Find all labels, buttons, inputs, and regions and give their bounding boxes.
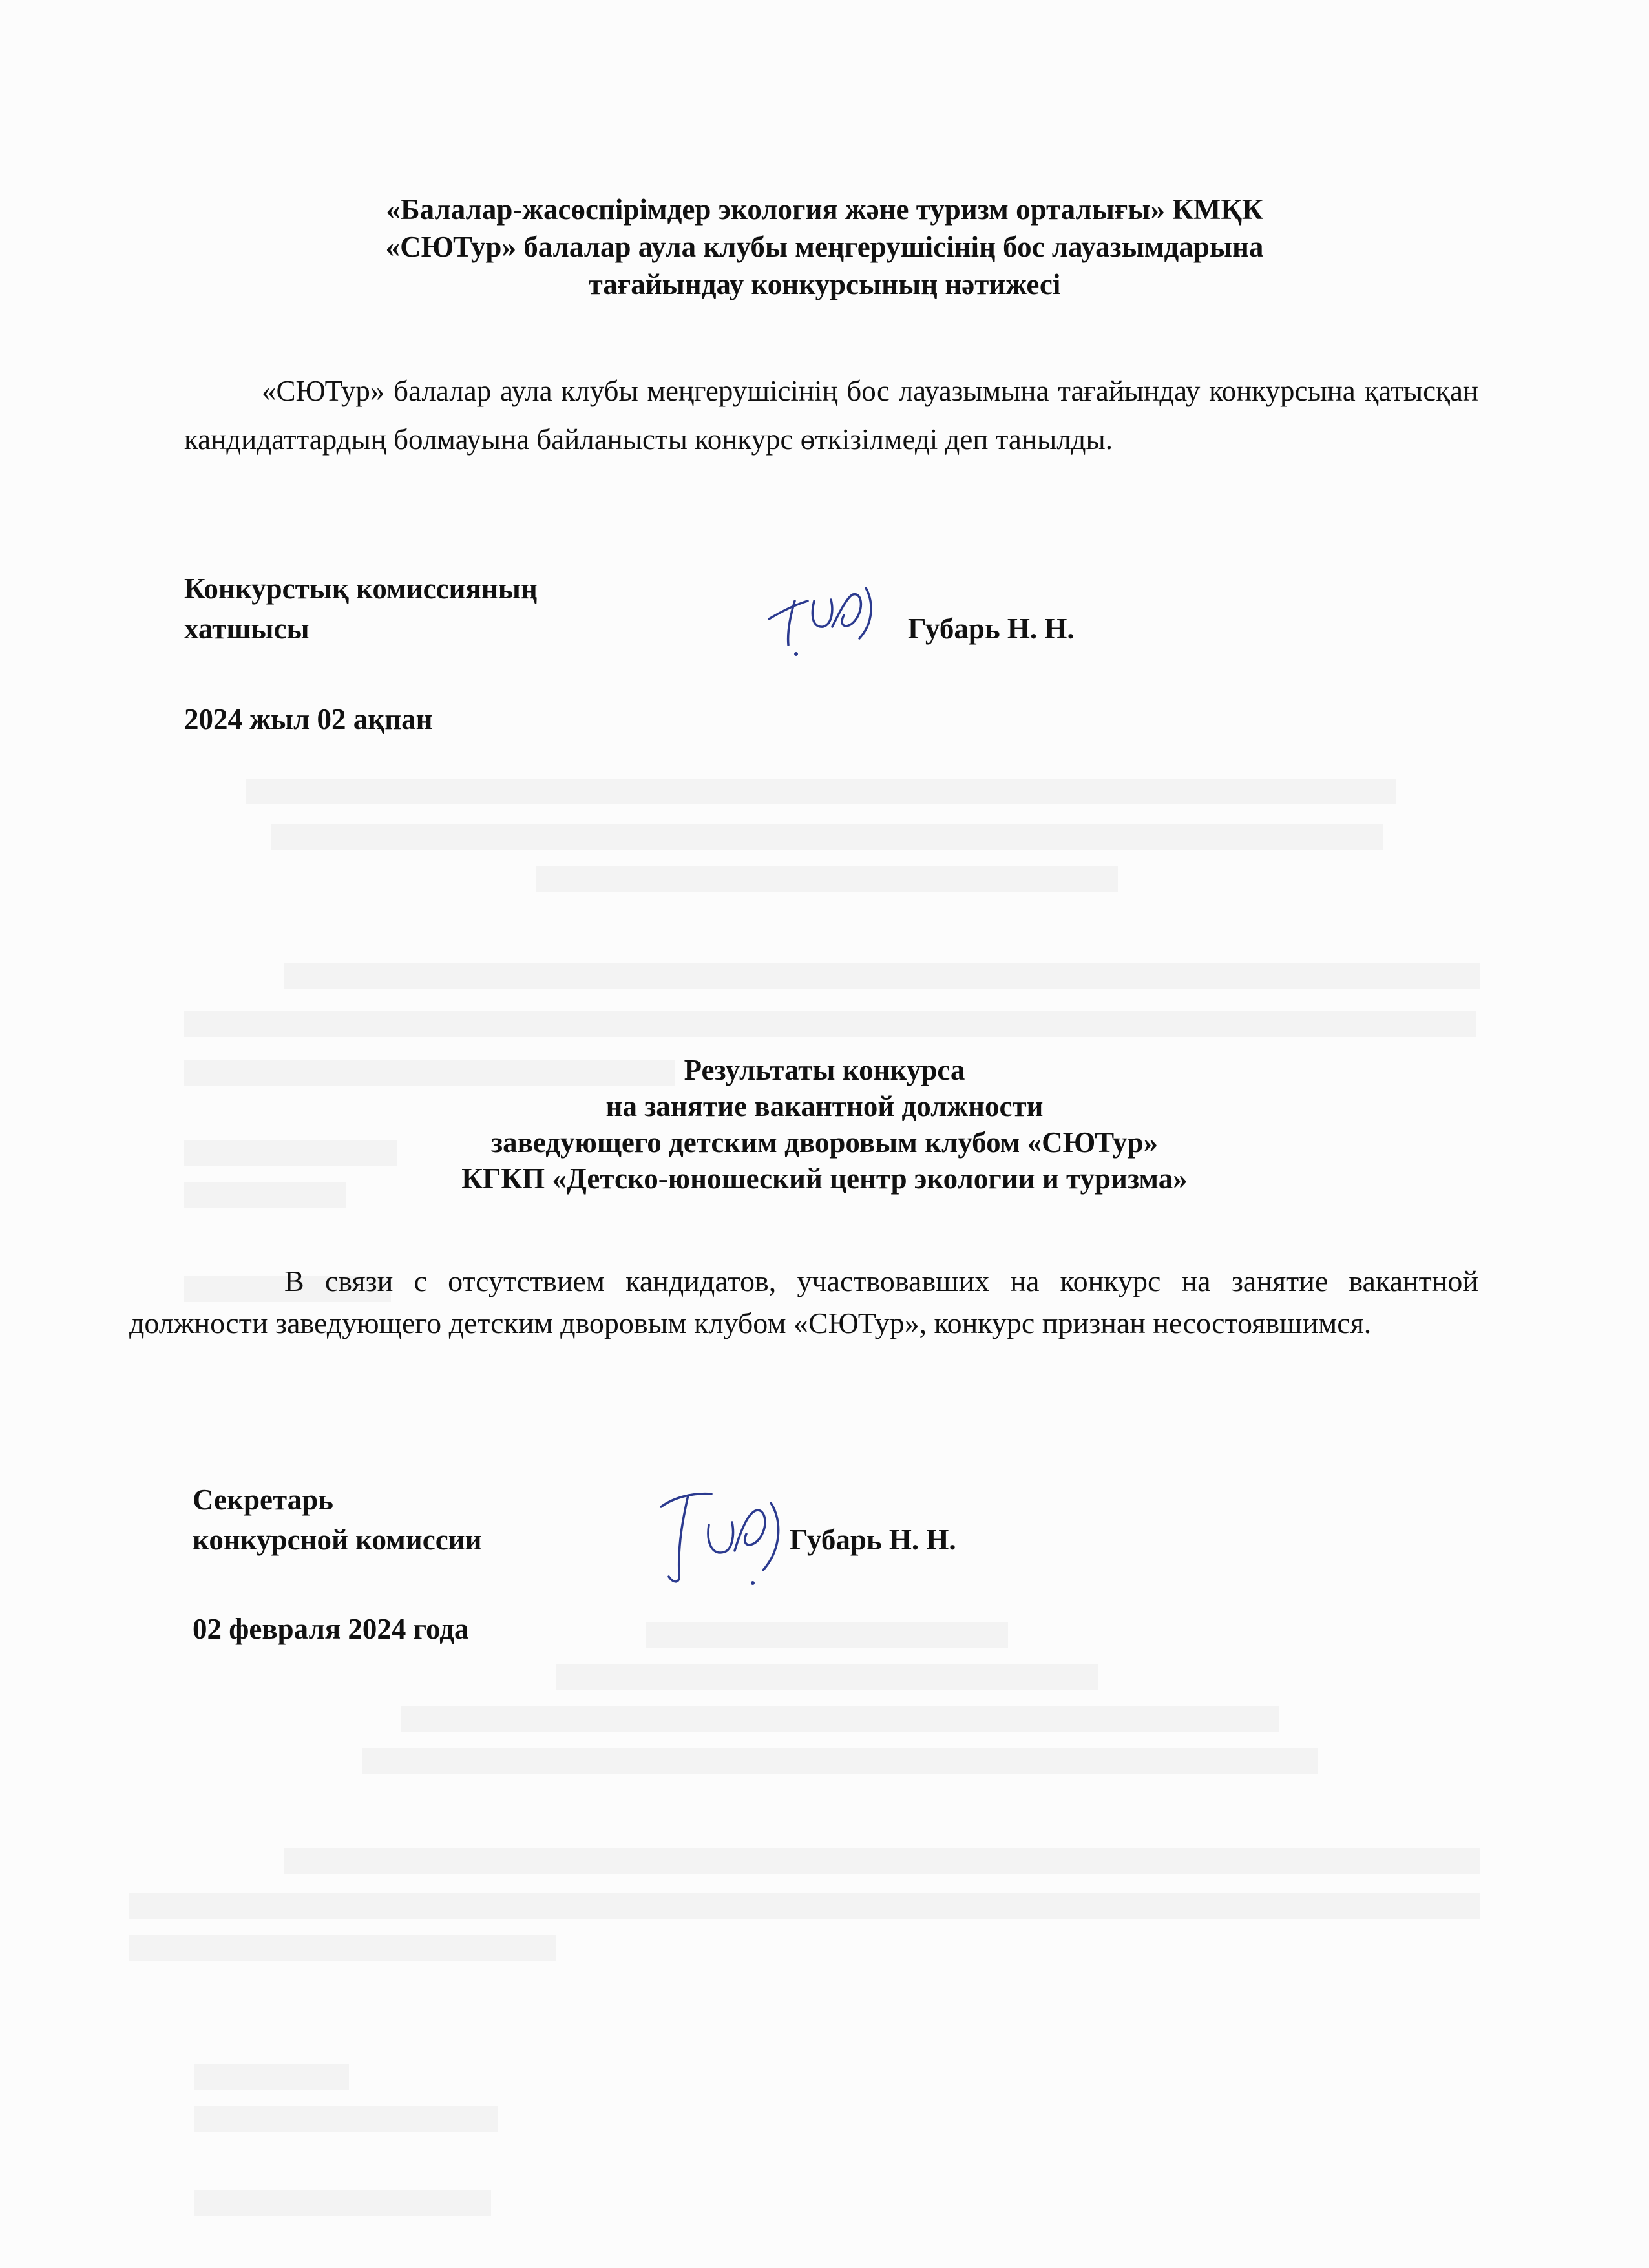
kz-signatory-name: Губарь Н. Н. xyxy=(908,613,1075,645)
kz-role-line-1: Конкурстық комиссияның xyxy=(184,572,538,605)
kz-role-line-2: хатшысы xyxy=(184,613,310,645)
kz-title-line-2: «СЮТур» балалар аула клубы меңгерушісінің бос лауазымдарына xyxy=(385,231,1264,263)
ru-handwritten-signature xyxy=(649,1480,792,1596)
ru-date: 02 февраля 2024 года xyxy=(193,1613,469,1645)
kz-signatory-role xyxy=(184,569,538,649)
ru-title-line-3: заведующего детским дворовым клубом «СЮТур» xyxy=(491,1126,1158,1159)
ru-title-line-2: на занятие вакантной должности xyxy=(605,1090,1044,1122)
kz-date: 2024 жыл 02 ақпан xyxy=(184,703,433,735)
kz-body-paragraph xyxy=(184,367,1478,464)
ru-role-line-1: Секретарь xyxy=(193,1484,333,1516)
kz-title-line-1: «Балалар-жасөспірімдер экология және туризм орталығы» КМҚК xyxy=(386,193,1263,226)
kz-handwritten-signature xyxy=(756,569,885,666)
kz-title xyxy=(178,191,1471,303)
ru-signatory-name: Губарь Н. Н. xyxy=(790,1524,956,1556)
ru-title-line-4: КГКП «Детско-юношеский центр экологии и туризма» xyxy=(461,1162,1188,1195)
ru-title-line-1: Результаты конкурса xyxy=(684,1054,965,1086)
kz-body-text: «СЮТур» балалар аула клубы меңгерушісінің бос лауазымына тағайындау конкурсына қатысқан кандидаттардың болмауына байланысты конкурс өткізілмеді деп танылды. xyxy=(184,375,1478,456)
ru-role-line-2: конкурсной комиссии xyxy=(193,1524,482,1556)
ru-title xyxy=(178,1052,1471,1197)
ru-signatory-role xyxy=(193,1480,482,1560)
ru-body-text: В связи с отсутствием кандидатов, участвовавших на конкурс на занятие вакантной должности заведующего детским дворовым клубом «СЮТур», конкурс признан несостоявшимся. xyxy=(129,1265,1478,1339)
kz-title-line-3: тағайындау конкурсының нәтижесі xyxy=(588,268,1061,300)
ru-body-paragraph xyxy=(129,1260,1478,1344)
